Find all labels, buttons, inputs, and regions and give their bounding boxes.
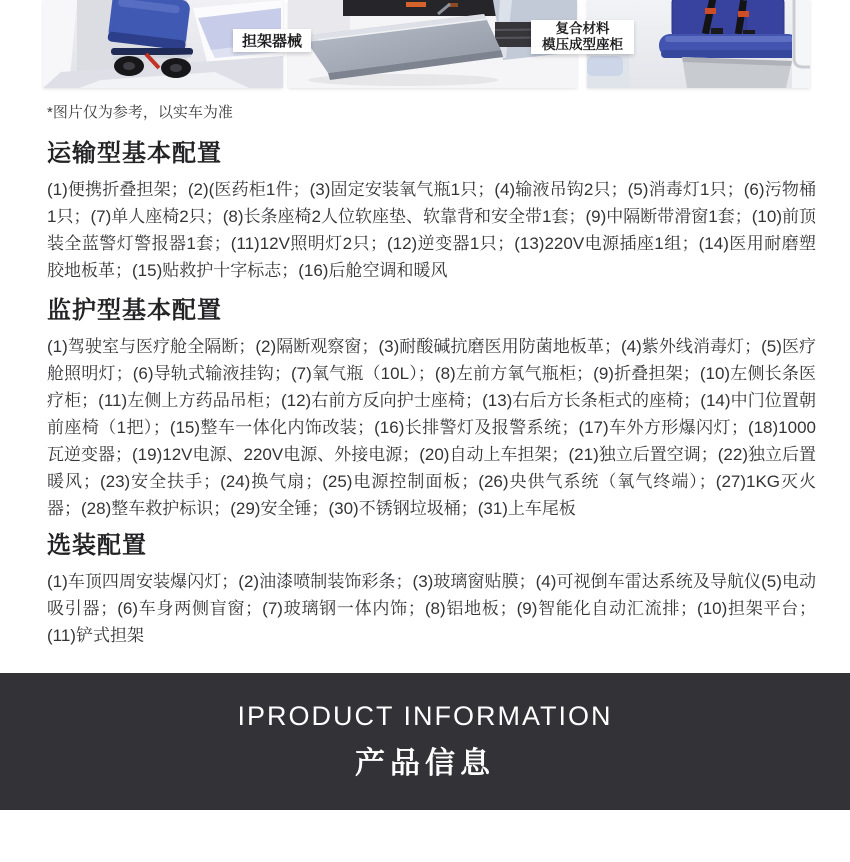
banner-title-zh: 产品信息 [355, 747, 495, 780]
section-transport-config [47, 141, 816, 284]
photo-label-seat-cabinet-line2: 模压成型座柜 [542, 37, 623, 52]
disclaimer-note: *图片仅为参考，以实车为准 [47, 104, 233, 121]
section-title-monitoring-config: 监护型基本配置 [47, 297, 222, 324]
product-info-banner [0, 673, 850, 810]
section-body-optional-config: (1)车顶四周安装爆闪灯；(2)油漆喷制装饰彩条；(3)玻璃窗贴膜；(4)可视倒车雷达系统及导航仪(5)电动吸引器；(6)车身两侧盲窗；(7)玻璃钢一体内饰；(8)铝地板；(9)智能化自动汇流排；(10)担架平台；(11)铲式担架 [47, 572, 816, 645]
photo-label-seat-cabinet [531, 20, 634, 54]
photo-label-stretcher-text: 担架器械 [241, 33, 302, 50]
section-optional-config [47, 533, 816, 649]
photo-label-stretcher [233, 29, 311, 52]
section-body-transport-config: (1)便携折叠担架；(2)(医药柜1件；(3)固定安装氧气瓶1只；(4)输液吊钩2只；(5)消毒灯1只；(6)污物桶1只；(7)单人座椅2只；(8)长条座椅2人位软座垫、软靠背和安全带1套；(9)中隔断带滑窗1套；(10)前顶装全蓝警灯警报器1套；(11)12V照明灯2只；(12)逆变器1只；(13)220V电源插座1组；(14)医用耐磨塑胶地板革；(15)贴救护十字标志；(16)后舱空调和暖风 [47, 180, 816, 280]
section-body-monitoring-config: (1)驾驶室与医疗舱全隔断；(2)隔断观察窗；(3)耐酸碱抗磨医用防菌地板革；(4)紫外线消毒灯；(5)医疗舱照明灯；(6)导轨式输液挂钩；(7)氧气瓶（10L）；(8)左前方氧气瓶柜；(9)折叠担架；(10)左侧长条医疗柜；(11)左侧上方药品吊柜；(12)右前方反向护士座椅；(13)右后方长条柜式的座椅；(14)中门位置朝前座椅（1把）；(15)整车一体化内饰改装；(16)长排警灯及报警系统；(17)车外方形爆闪灯；(18)1000瓦逆变器；(19)12V电源、220V电源、外接电源；(20)自动上车担架；(21)独立后置空调；(22)独立后置暖风；(23)安全扶手；(24)换气扇；(25)电源控制面板；(26)央供气系统（氧气终端）；(27)1KG灭火器；(28)整车救护标识；(29)安全锤；(30)不锈钢垃圾桶；(31)上车尾板 [47, 337, 816, 518]
photo-label-seat-cabinet-line1: 复合材料 [555, 21, 610, 36]
banner-title-en: IPRODUCT INFORMATION [237, 701, 613, 731]
section-title-optional-config: 选装配置 [47, 532, 147, 559]
section-title-transport-config: 运输型基本配置 [47, 140, 222, 167]
section-monitoring-config [47, 298, 816, 522]
interior-photo-gallery [0, 0, 850, 88]
